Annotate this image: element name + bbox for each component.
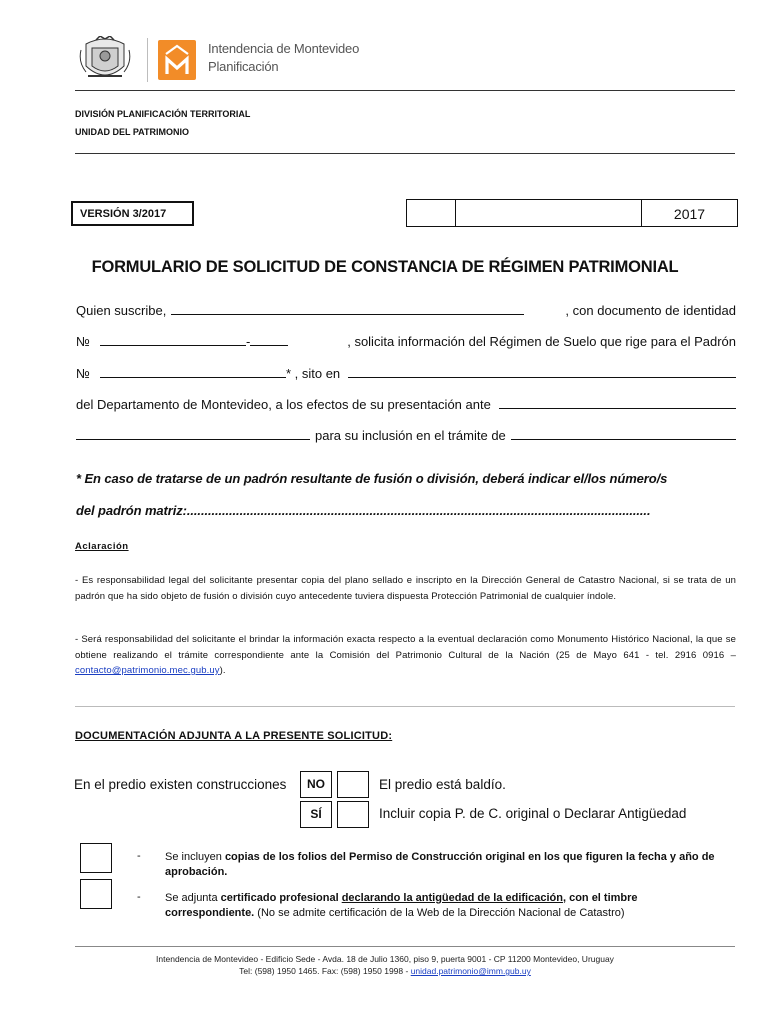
item-bold-text: , con el timbre correspondiente.: [165, 892, 638, 919]
version-box: VERSIÓN 3/2017: [71, 201, 194, 226]
form-label: del Departamento de Montevideo, a los efectos de su presentación ante: [76, 397, 491, 412]
header-divider: [147, 38, 148, 82]
date-box: [406, 199, 738, 227]
item-text: Se incluyen: [165, 851, 225, 863]
matrix-padron-line: [76, 503, 736, 518]
footer-address: Intendencia de Montevideo - Edificio Sede - Avda. 18 de Julio 1360, piso 9, puerta 9001 - CP 11200 Montevideo, Uruguay: [156, 954, 614, 964]
bullet-dash: -: [137, 891, 141, 903]
im-logo-icon: [158, 40, 196, 80]
org-name: Intendencia de Montevideo: [208, 41, 360, 56]
header-rule: [75, 90, 735, 91]
form-label: Quien suscribe,: [76, 303, 167, 318]
no-option-label: NO: [300, 771, 332, 798]
padron-number-field[interactable]: [100, 366, 286, 378]
document-number-field[interactable]: [100, 334, 246, 346]
form-title: FORMULARIO DE SOLICITUD DE CONSTANCIA DE RÉGIMEN PATRIMONIAL: [91, 258, 679, 276]
document-digit-field[interactable]: [250, 334, 288, 346]
form-line-2: [76, 334, 736, 349]
form-line-1: [76, 303, 736, 318]
construction-permit-item: [165, 850, 725, 880]
division-name: DIVISIÓN PLANIFICACIÓN TERRITORIAL: [75, 109, 251, 119]
footer-rule: [75, 946, 735, 947]
item-underlined-text: declarando la antigüedad de la edificación: [341, 892, 563, 904]
section-divider: [75, 706, 735, 707]
patrimonio-email-link[interactable]: contacto@patrimonio.mec.gub.uy: [75, 665, 220, 676]
clarification-text: - Será responsabilidad del solicitante el brindar la información exacta respecto a la eventual declaración como Monumento Histórico Nacional, la que se obtiene realizando el trámite correspondiente ante la Comisión del Patrimonio Cultural de la Nación (25 de Mayo 641 - tel. 2916 0916 –: [75, 634, 736, 661]
form-label: №: [76, 334, 90, 349]
bullet-dash: -: [137, 850, 141, 862]
unit-email-link[interactable]: unidad.patrimonio@imm.gub.uy: [410, 966, 531, 976]
date-month-field[interactable]: [456, 200, 642, 226]
item-text: Se adjunta: [165, 892, 221, 904]
unit-name: UNIDAD DEL PATRIMONIO: [75, 127, 189, 137]
location-field[interactable]: [348, 366, 736, 378]
form-label: №: [76, 366, 90, 381]
item-text: (No se admite certificación de la Web de la Dirección Nacional de Catastro): [254, 907, 625, 919]
org-department: Planificación: [208, 59, 279, 74]
constructions-question: En el predio existen construcciones: [74, 777, 287, 792]
form-label: * , sito en: [285, 366, 341, 381]
construction-permit-checkbox[interactable]: [80, 843, 112, 873]
clarification-heading: Aclaración: [75, 541, 129, 552]
date-year-field: 2017: [673, 206, 706, 222]
form-label: , con documento de identidad: [565, 303, 736, 318]
matrix-padron-field[interactable]: ....................................................................................................................................: [186, 503, 651, 518]
si-option-label: SÍ: [300, 801, 332, 828]
form-line-5: [76, 428, 736, 443]
matrix-padron-label: del padrón matriz:: [76, 503, 187, 518]
procedure-field[interactable]: [511, 428, 736, 440]
footer-contact: [0, 966, 770, 976]
form-label: -: [245, 334, 251, 349]
fusion-note: * En caso de tratarse de un padrón resultante de fusión o división, deberá indicar el/los número/s: [76, 471, 668, 486]
clarification-paragraph-1: - Es responsabilidad legal del solicitante presentar copia del plano sellado e inscripto en la Dirección General de Catastro Nacional, si se trata de un padrón que ha sido objeto de fusión o división cuyo antecedente tuviera dispuesta Protección Patrimonial de cualquier índole.: [75, 575, 736, 602]
include-copy-text: Incluir copia P. de C. original o Declarar Antigüedad: [379, 806, 687, 821]
form-label: para su inclusión en el trámite de: [315, 428, 506, 443]
form-line-3: [76, 366, 736, 381]
date-day-field[interactable]: [407, 200, 456, 226]
form-line-4: [76, 397, 736, 412]
item-bold-text: copias de los folios del Permiso de Construcción original en los que figuren la fecha y año de aprobación.: [165, 851, 715, 878]
clarification-paragraph-2: [75, 632, 736, 679]
item-bold-text: certificado profesional: [220, 892, 342, 904]
footer-phone: Tel: (598) 1950 1465. Fax: (598) 1950 1998 -: [239, 966, 411, 976]
documentation-heading: DOCUMENTACIÓN ADJUNTA A LA PRESENTE SOLICITUD:: [75, 730, 393, 742]
professional-certificate-item: [165, 891, 725, 921]
coat-of-arms-icon: [78, 36, 132, 84]
presented-to-field[interactable]: [499, 397, 736, 409]
clarification-text-end: ).: [219, 665, 226, 676]
form-label: , solicita información del Régimen de Suelo que rige para el Padrón: [347, 334, 736, 349]
applicant-name-field[interactable]: [171, 303, 524, 315]
no-checkbox[interactable]: [337, 771, 369, 798]
si-checkbox[interactable]: [337, 801, 369, 828]
professional-certificate-checkbox[interactable]: [80, 879, 112, 909]
vacant-lot-text: El predio está baldío.: [379, 777, 506, 792]
subheader-rule: [75, 153, 735, 154]
presented-to-field-cont[interactable]: [76, 428, 310, 440]
